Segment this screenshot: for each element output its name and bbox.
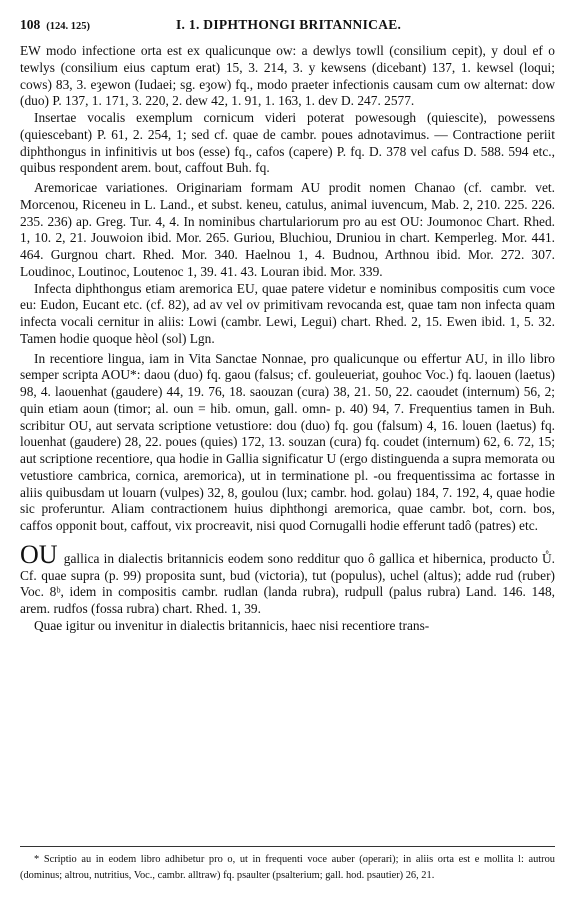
paragraph-quae-igitur: Quae igitur ou invenitur in dialectis britannicis, haec nisi recentiore trans- [34, 617, 430, 633]
paragraph-ou-text: gallica in dialectis britannicis eodem sono redditur quo ô gallica et hibernica, producto Ů. Cf. quae supra (p. 99) proposita sunt, bud (victoria), tut (populus), uchel (altus); adde rud (ruber) Voc. 8ᵇ, idem in compositis cambr. rudlan (landa rubra), rudpull (palus rubra) Land. 146. 148, arem. rudfos (fossa rubra) chart. Rhed. 1, 39. [20, 550, 555, 616]
paragraph-ou [20, 539, 555, 618]
page-number-group [20, 15, 90, 37]
paragraph-ew: EW modo infectione orta est ex qualicunque ow: a dewlys towll (consilium cepit), y doul ef o tewlys (consilium eius captum erat) 15, 3. 214, 3. y kewsens (dicebant) 137, 1. kewsel (loqui; cows) 83, 3. eȝewon (Iudaei; sg. eȝow) fq., modo praeter infectionis causam cum ow alternat: dow (duo) P. 137, 1. 171, 3. 220, 2. dew 42, 1. 91, 1. 163, 1. dev D. 247. 2577. [20, 43, 555, 109]
paragraph-insertae: Insertae vocalis exemplum cornicum videri poterat powesough (quiescite), powessens (quiescebant) P. 61, 2. 254, 1; sed cf. quae de cambr. poues adnotavimus. — Contractione periit diphthongus in infinitivis ut bos (esse) fq., cafos (capere) P. fq. D. 378 vel cafus D. 588. 594 etc., quibus respondent arem. bout, caffout Buh. fq. [20, 110, 555, 176]
footnote-text: * Scriptio au in eodem libro adhibetur pro o, ut in frequenti voce auber (operari); in aliis orta est e mollita l: autrou (dominus; altrou, nutritius, Voc., cambr. alltraw) fq. psaulter (psalterium; gall. hod. psautier) 26, 21. [20, 854, 555, 881]
main-text [20, 43, 555, 635]
footnote [20, 852, 555, 883]
section-initial-ou: OU [20, 539, 58, 569]
paragraph-recentiore: In recentiore lingua, iam in Vita Sanctae Nonnae, pro qualicunque ou effertur AU, in illo libro semper scripta AOU*: daou (duo) fq. gaou (falsus; cf. gouleueriat, gouhoc Voc.) fq. laouen (laetus) 98, 4. laouenhat (gaudere) 44, 19. 76, 18. saouzan (cura) 38, 21. 50, 22. caoudet (internum) 56, 2; quin etiam aoun (timor; al. oun = hib. omun, gall. omn- p. 40) 94, 7. Frequentius tamen in Buh. scribitur OU, aut servata scriptione vetustiore: dou (duo) fq. gou (falsum) 4, 16. louen (laetus) fq. louenhat (gaudere) 28, 22. poues (quies) 172, 13. souzan (cura) fq. coudet (internum) 62, 6. 72, 15; aut scriptione recentiore, qua hodie in Gallia significatur U (ergo distinguenda a supra memorata ou vetustiore cambrica, cornica, aremorica), ut in terminatione pl. -ou frequentissima ac fortasse in aliis quibusdam ut louarn (vulpes) 32, 8, goulou (lux; cambr. hod. golau) 184, 7. 192, 4, quae hodie sic proferuntur. Aliam contractionem huius diphthongi aremorica, quae cambr. bot, corn. bos, caffos opponit bout, caffout, vix procreavit, nisi quod Cornugalli hodie efferunt tadô (patres) etc. [20, 350, 555, 533]
running-header [20, 15, 553, 35]
paragraph-infecta: Infecta diphthongus etiam aremorica EU, quae patere videtur e nominibus compositis cum voce eu: Eudon, Eucant etc. (cf. 82), ad av vel ov primitivam revocanda est, quae tam non infecta quam infecta vocali cernitur in aliis: Lowi (cambr. Lewi, Legui) chart. Rhed. 2, 15. Ewen ibid. 1, 5. 32. Tamen hodie quoque hèol (sol) Lgn. [20, 280, 555, 346]
footnote-divider [20, 846, 555, 847]
running-title: I. 1. DIPHTHONGI BRITANNICAE. [176, 17, 402, 32]
paragraph-aremoricae: Aremoricae variationes. Originariam formam AU prodit nomen Chanao (cf. cambr. vet. Morcenou, Riceneu in L. Land., et subst. keneu, catulus, animal iuvencum, Mab. 2, 210. 225. 226. 235. 236) ap. Greg. Tur. 4, 4. In nominibus chartulariorum pro au est OU: Joumonoc Chart. Rhed. 1, 10. 2, 21. Jouwoion ibid. Mor. 265. Guriou, Bluchiou, Druniou in chart. Kemperleg. Mor. 441. 464. Gurgnou chart. Rhed. Mor. 340. Haelnou 1, 4. Budnou, Arthnou ibid. Mor. 272. 307. Loudinoc, Loutinoc, Loutenoc 1, 39. 41. 43. Louran ibid. Mor. 339. [20, 180, 555, 279]
page-number: 108 [20, 17, 41, 32]
page-sub-number: (124. 125) [46, 21, 90, 32]
